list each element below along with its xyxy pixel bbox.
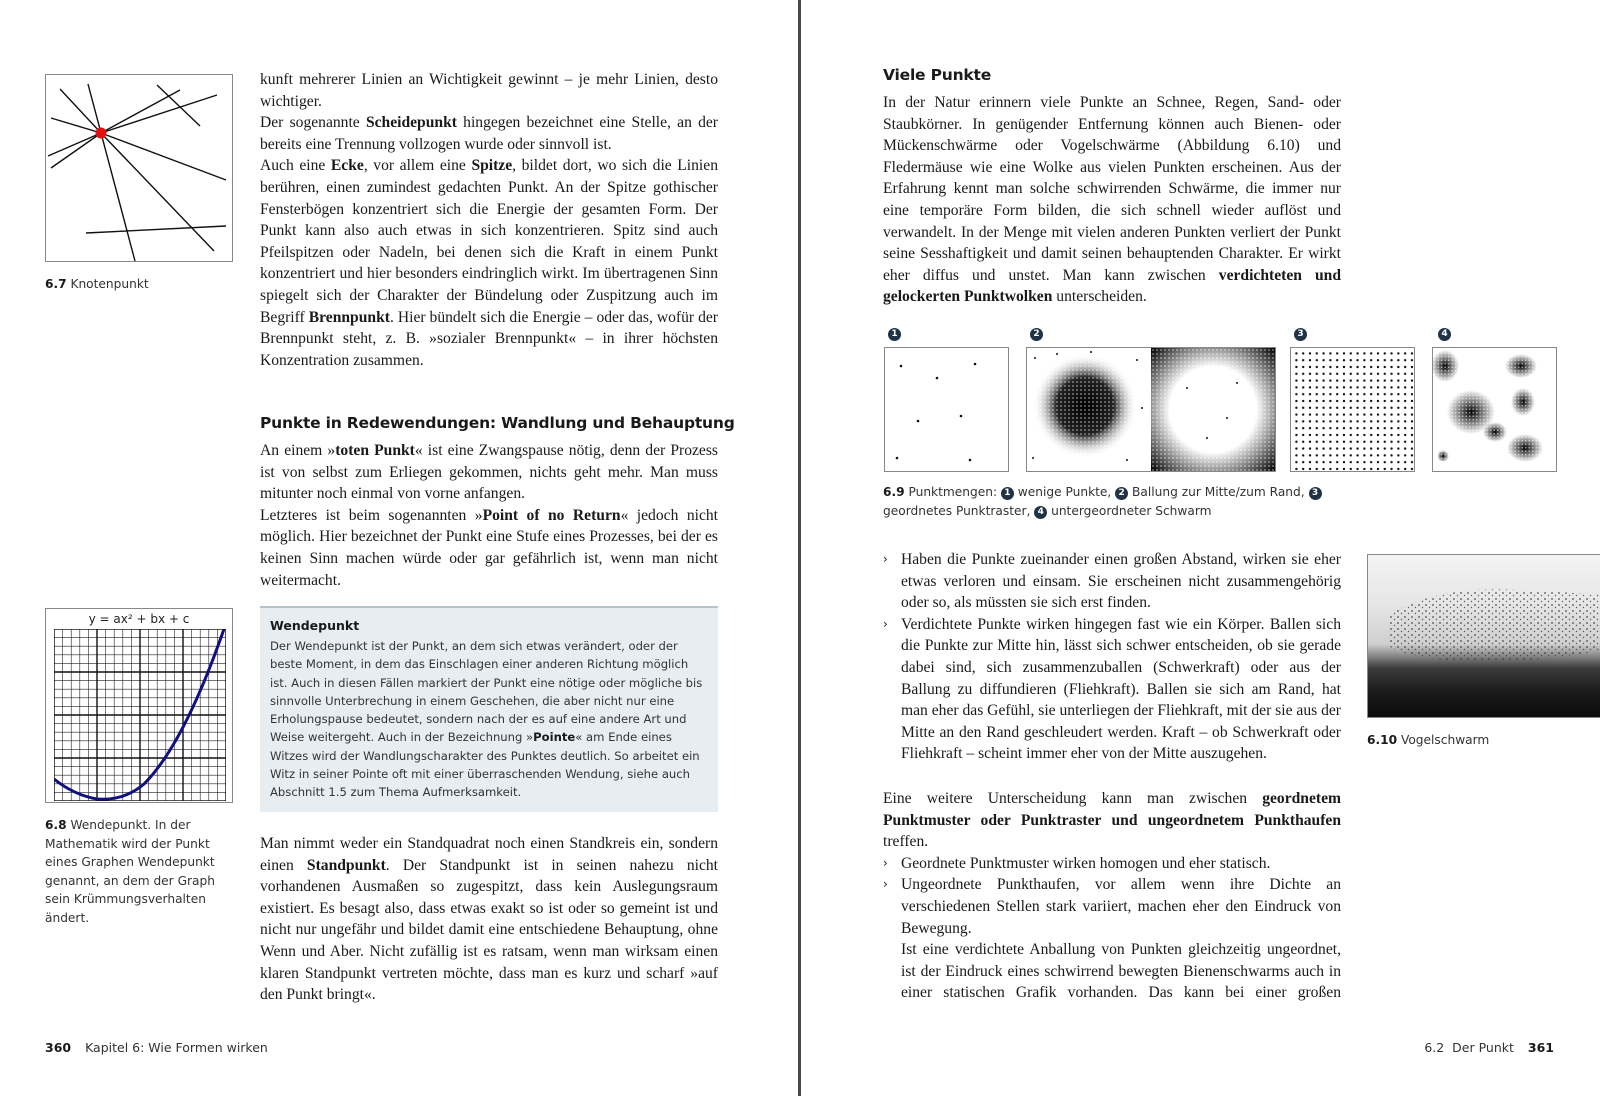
infobox-wendepunkt (260, 606, 718, 812)
chevron-right-icon: › (883, 877, 888, 892)
swarm-illustration (1433, 348, 1556, 471)
infobox-text: Der Wendepunkt ist der Punkt, an dem sich etwas verändert, oder der beste Moment, in dem das Einschlagen einer anderen Richtung möglich ist. Auch in diesen Fällen markiert der Punkt eine nötige oder mögliche bis sinnvolle Unterbrechung in einem Geschehen, die aber nicht nur eine Erholungspause bedeutet, sondern nach der es auf eine andere Art und Weise weitergeht. Auch in der Bezeichnung »Pointe« am Ende eines Witzes wird der Wandlungscharakter des Punktes deutlich. So arbeitet ein Witz in seiner Pointe oft mit einer überraschenden Wendung, siehe auch Abschnitt 1.5 zum Thema Aufmerksamkeit. (270, 639, 703, 800)
panel-few-points (884, 347, 1009, 472)
figure-6-9-caption: 6.9 Punktmengen: 1 wenige Punkte, 2 Ballung zur Mitte/zum Rand, 3 geordnetes Punktraster, 4 untergeordneter Schwarm (883, 483, 1343, 520)
figure-knotenpunkt (45, 74, 233, 262)
running-head-section: 6.2 Der Punkt (1424, 1040, 1514, 1055)
caption-badge-1: 1 (1001, 487, 1014, 500)
running-head-chapter: Kapitel 6: Wie Formen wirken (85, 1040, 268, 1055)
redewendungen-text (260, 440, 718, 591)
figure-badge-4: 4 (1438, 328, 1451, 341)
figure-6-7-caption (45, 275, 235, 294)
unterscheidung-text (883, 788, 1341, 1004)
figure-number: 6.9 (883, 485, 905, 499)
paragraph-ecke-spitze: Auch eine Ecke, vor allem eine Spitze, bildet dort, wo sich die Linien berühren, einen zumindest gedachten Punkt. An der Spitze gothischer Fensterbögen konzentriert sich die Energie der gesamten Form. Der Punkt kann also auch etwas in sich konzentrieren. Spitz sind auch Pfeilspitzen oder Nadeln, bei denen sich die Kraft in einem Punkt konzentriert und hier besonders eindringlich wirkt. Im übertragenen Sinn spiegelt sich der Charakter der Bündelung oder Zuspitzung auch im Begriff Brennpunkt. Hier bündelt sich die Energie – oder das, wofür der Brennpunkt steht, z. B. »sozialer Brennpunkt« – in ihrer höchsten Konzentration zusammen. (260, 157, 718, 369)
figure-badge-1: 1 (888, 328, 901, 341)
caption-badge-2: 2 (1115, 487, 1128, 500)
standpunkt-text (260, 833, 718, 1006)
chevron-right-icon: › (883, 855, 888, 870)
figure-wendepunkt-graph (45, 608, 233, 803)
page-gutter-divider (798, 0, 801, 1096)
paragraph-point-of-no-return: Letzteres ist beim sogenannten »Point of no Return« jedoch nicht möglich. Hier bezeichnet der Punkt eine Stufe eines Prozesses, bei der es keinen Sinn machen würde oder gar gefährlich ist, wenn man nicht weitermacht. (260, 506, 718, 589)
panel-unordered-swarm (1432, 347, 1557, 472)
section-heading-viele-punkte: Viele Punkte (883, 66, 992, 84)
caption-badge-3: 3 (1309, 487, 1322, 500)
list-item: › Geordnete Punktmuster wirken homogen und eher statisch. (883, 853, 1341, 875)
figure-6-8-caption (45, 816, 235, 927)
viele-punkte-text (883, 92, 1341, 308)
right-page-footer (1424, 1040, 1554, 1055)
figure-number: 6.7 (45, 277, 67, 291)
paragraph-scheidepunkt: Der sogenannte Scheidepunkt hingegen bezeichnet eine Stelle, an der bereits eine Trennung vollzogen wurde oder sinnvoll ist. (260, 114, 718, 153)
list-item: › Verdichtete Punkte wirken hingegen fast wie ein Körper. Ballen sich die Punkte zur Mitte hin, lässt sich schwer entscheiden, ob sie gerade dabei sind, sich zusammenzuballen (Schwerkraft) oder aus der Ballung zu diffundieren (Fliehkraft). Ballen sie sich am Rand, hat man eher das Gefühl, sie unterliegen der Fliehkraft, mit der sie aus der Mitte an den Rand geschleudert werden. Kraft – ob Schwerkraft oder Fliehkraft – scheint immer eher von der Mitte auszugehen. (883, 615, 1341, 763)
left-intro-text (260, 69, 718, 371)
page-number: 361 (1527, 1040, 1554, 1055)
panel-cluster-center-edge (1026, 347, 1276, 472)
left-page-footer (45, 1040, 268, 1055)
graph-formula: y = ax² + bx + c (88, 612, 190, 626)
paragraph-continuation: Ist eine verdichtete Anballung von Punkten gleichzeitig ungeordnet, ist der Eindruck eines schwirrend bewegten Bienenschwarms auch in einer statischen Grafik vorhanden. Das kann bei einer großen (901, 941, 1341, 1002)
paragraph-toter-punkt: An einem »toten Punkt« ist eine Zwangspause nötig, denn der Prozess ist von selbst zum Erliegen gekommen, nichts geht mehr. Man muss mitunter noch einmal von vorne anfangen. (260, 442, 718, 503)
figure-number: 6.10 (1367, 733, 1398, 747)
figure-label: Wendepunkt. In der Mathematik wird der Punkt eines Graphen Wendepunkt genannt, an dem der Graph sein Krümmungsverhalten ändert. (45, 818, 215, 925)
knotenpunkt-lines-illustration (46, 75, 232, 261)
paragraph-unterscheidung: Eine weitere Unterscheidung kann man zwischen geordnetem Punktmuster oder Punktraster und ungeordnetem Punkthaufen treffen. (883, 790, 1341, 851)
chevron-right-icon: › (883, 616, 888, 631)
cluster-center-edge-illustration (1027, 348, 1275, 471)
figure-number: 6.8 (45, 818, 67, 832)
paragraph-viele-punkte: In der Natur erinnern viele Punkte an Schnee, Regen, Sand- oder Staubkörner. In genügender Entfernung können auch Bienen- oder Mückenschwärme oder Vogelschwärme (Abbildung 6.10) und Fledermäuse wie eine Wolke aus vielen Punkten erscheinen. Aus der Erfahrung kennt man solche schwirrenden Schwärme, die immer nur eine temporäre Form bilden, die sich schnell wieder auflöst und verwandelt. In der Menge mit vielen anderen Punkten verliert der Punkt seine Sesshaftigkeit und damit seinen behauptenden Charakter. Er wirkt eher diffus und unstet. Man kann zwischen verdichteten und gelockerten Punktwolken unterscheiden. (883, 94, 1341, 306)
figure-badge-3: 3 (1294, 328, 1307, 341)
page-number: 360 (45, 1040, 72, 1055)
figure-label: Knotenpunkt (70, 277, 149, 291)
list-item: › Haben die Punkte zueinander einen großen Abstand, wirken sie eher etwas verloren und einsam. Sie erscheinen nicht zusammengehörig oder so, als müssten sie sich erst finden. (883, 551, 1341, 612)
parabola-grid-chart (54, 629, 226, 801)
paragraph-standpunkt: Man nimmt weder ein Standquadrat noch einen Standkreis ein, sondern einen Standpunkt. Der Standpunkt ist in seinen nahezu nicht vorhandenen Ausmaßen so zugespitzt, dass kein Auslegungsraum existiert. Es besagt also, dass etwas exakt so ist oder so gemeint ist und nicht nur ungefähr und bildet damit eine entschiedene Behauptung, ohne Wenn und Aber. Nicht zufällig ist es ratsam, wenn man wirksam einen klaren Standpunkt vertreten möchte, dass man es kurz und scharf »auf den Punkt bringt«. (260, 835, 719, 1004)
figure-label: Vogelschwarm (1400, 733, 1490, 747)
density-bullets (883, 549, 1341, 765)
section-heading-redewendungen: Punkte in Redewendungen: Wandlung und Behauptung (260, 414, 735, 432)
figure-badge-2: 2 (1030, 328, 1043, 341)
list-item: › Ungeordnete Punkthaufen, vor allem wenn ihre Dichte an verschiedenen Stellen stark variiert, machen eher den Eindruck von Bewegung. (883, 876, 1341, 937)
panel-ordered-grid (1290, 347, 1415, 472)
figure-vogelschwarm-photo (1367, 554, 1600, 718)
bird-swarm-illustration (1368, 555, 1600, 718)
infobox-title: Wendepunkt (270, 618, 360, 633)
chevron-right-icon: › (883, 552, 888, 566)
figure-6-10-caption (1367, 731, 1587, 750)
few-points-illustration (885, 348, 1008, 471)
caption-badge-4: 4 (1034, 506, 1047, 519)
paragraph: kunft mehrerer Linien an Wichtigkeit gewinnt – je mehr Linien, desto wichtiger. (260, 71, 718, 110)
